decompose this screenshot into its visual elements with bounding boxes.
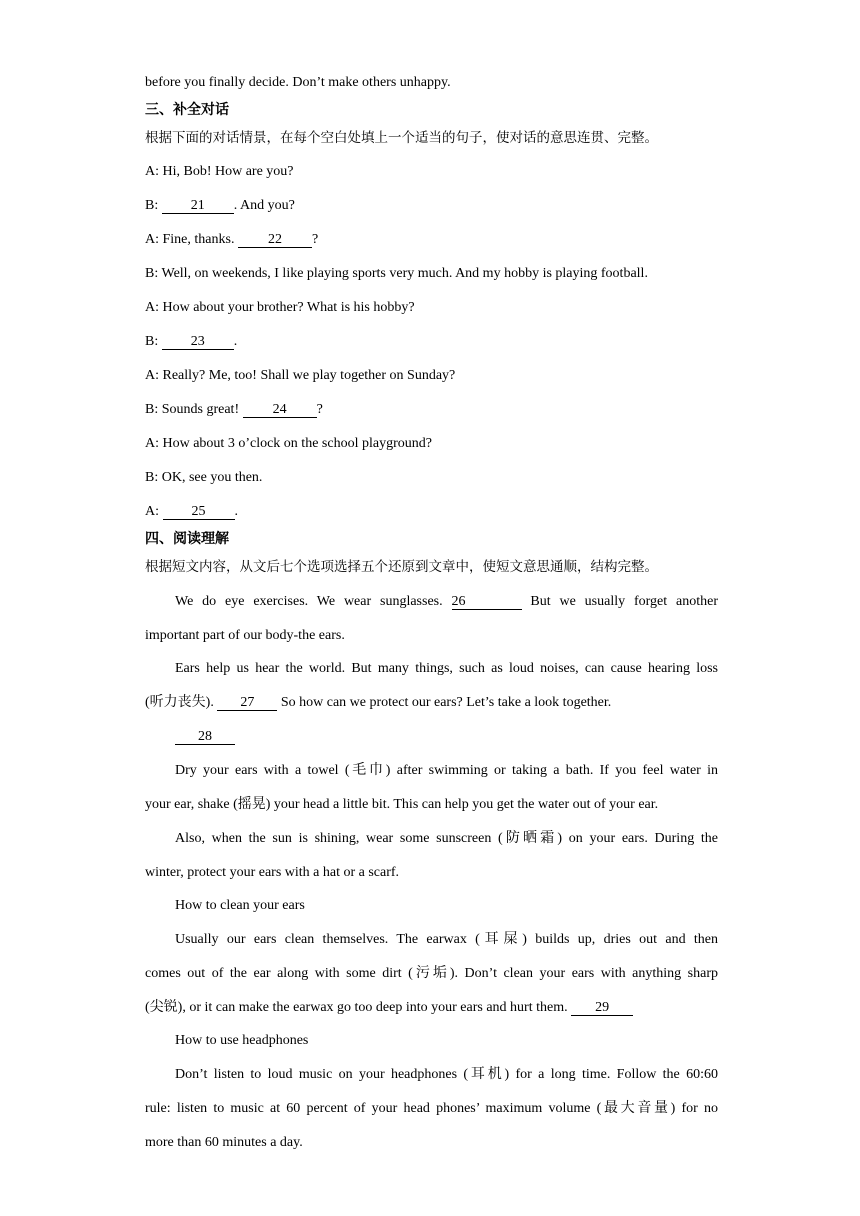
blank-28[interactable]: 28 (175, 729, 235, 745)
section3-instructions: 根据下面的对话情景，在每个空白处填上一个适当的句子，使对话的意思连贯、完整。 (145, 130, 658, 146)
reading-paragraph-2-line-1: Ears help us hear the world. But many things, such as loud noises, can cause hearing loss (175, 661, 718, 676)
subheading-clean-ears: How to clean your ears (175, 898, 305, 913)
reading-paragraph-1-line-1: We do eye exercises. We wear sunglasses. 26 But we usually forget another (175, 594, 718, 609)
dialogue-line-11: A: 25 . (145, 504, 238, 519)
previous-paragraph-end: before you finally decide. Don’t make others unhappy. (145, 75, 451, 90)
reading-paragraph-3-line-2: your ear, shake (摇晃) your head a little bit. This can help you get the water out of your ear. (145, 797, 659, 812)
reading-paragraph-4-line-2: winter, protect your ears with a hat or a scarf. (145, 865, 400, 880)
subheading-headphones: How to use headphones (175, 1033, 309, 1048)
reading-paragraph-5-line-1: Usually our ears clean themselves. The earwax (耳屎) builds up, dries out and then (175, 932, 718, 947)
reading-paragraph-4-line-1: Also, when the sun is shining, wear some sunscreen (防晒霜) on your ears. During the (175, 831, 718, 846)
reading-paragraph-5-line-2: comes out of the ear along with some dirt (污垢). Don’t clean your ears with anything sharp (145, 966, 718, 981)
blank-26[interactable]: 26 (452, 594, 522, 610)
dialogue-line-7: A: Really? Me, too! Shall we play together on Sunday? (145, 368, 456, 383)
blank-23[interactable]: 23 (162, 334, 234, 350)
reading-paragraph-6-line-2: rule: listen to music at 60 percent of your head phones’ maximum volume (最大音量) for no (145, 1101, 718, 1116)
blank-24[interactable]: 24 (243, 402, 317, 418)
dialogue-line-1: A: Hi, Bob! How are you? (145, 164, 294, 179)
blank-21[interactable]: 21 (162, 198, 234, 214)
reading-paragraph-3-line-1: Dry your ears with a towel (毛巾) after swimming or taking a bath. If you feel water in (175, 763, 718, 778)
dialogue-line-5: A: How about your brother? What is his hobby? (145, 300, 415, 315)
dialogue-line-9: A: How about 3 o’clock on the school playground? (145, 436, 432, 451)
reading-paragraph-6-line-3: more than 60 minutes a day. (145, 1135, 303, 1150)
blank-25[interactable]: 25 (163, 504, 235, 520)
section4-title: 四、阅读理解 (145, 531, 229, 547)
blank-22[interactable]: 22 (238, 232, 312, 248)
dialogue-line-10: B: OK, see you then. (145, 470, 263, 485)
dialogue-line-3: A: Fine, thanks. 22 ? (145, 232, 319, 247)
reading-paragraph-6-line-1: Don’t listen to loud music on your headphones (耳机) for a long time. Follow the 60:60 (175, 1067, 718, 1082)
reading-paragraph-5-line-3: (尖锐), or it can make the earwax go too deep into your ears and hurt them. 29 (145, 999, 718, 1017)
reading-paragraph-2-line-2: (听力丧失). 27 So how can we protect our ears? Let’s take a look together. (145, 695, 612, 710)
blank-27[interactable]: 27 (217, 695, 277, 711)
dialogue-line-4: B: Well, on weekends, I like playing sports very much. And my hobby is playing football. (145, 266, 648, 281)
dialogue-line-8: B: Sounds great! 24 ? (145, 402, 323, 417)
dialogue-line-2: B: 21 . And you? (145, 198, 295, 213)
blank-29[interactable]: 29 (571, 1000, 633, 1016)
section3-title: 三、补全对话 (145, 102, 229, 118)
dialogue-line-6: B: 23 . (145, 334, 238, 349)
section4-instructions: 根据短文内容，从文后七个选项选择五个还原到文章中，使短文意思通顺，结构完整。 (145, 559, 658, 575)
reading-heading-28 (175, 728, 718, 746)
reading-paragraph-1-line-2: important part of our body-the ears. (145, 628, 345, 643)
